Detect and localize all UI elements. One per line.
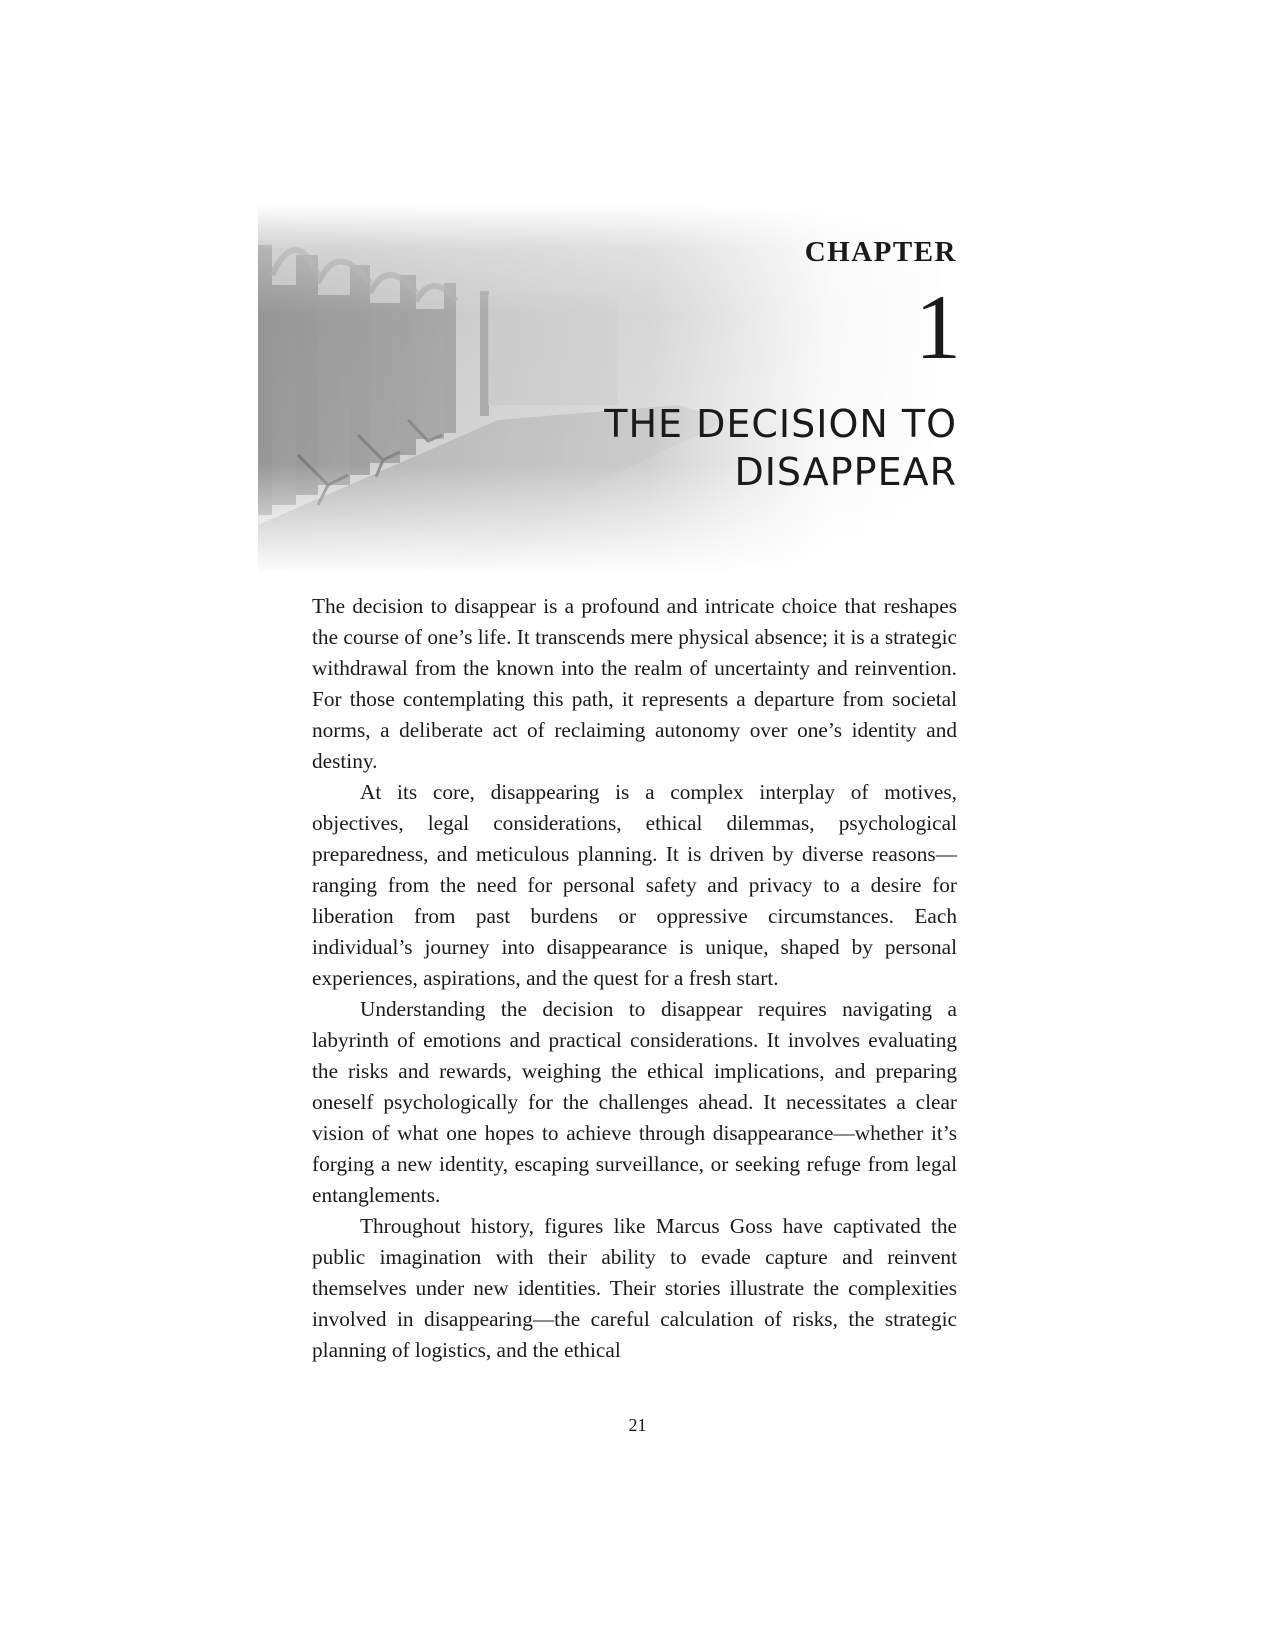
page-number: 21 [628, 1415, 647, 1435]
chapter-title-line-2: DISAPPEAR [734, 450, 957, 494]
chapter-heading [804, 236, 961, 378]
paragraph: Throughout history, figures like Marcus Goss have captivated the public imagination with their ability to evade capture and reinvent themselves under new identities. Their stories illustrate the complexities involved in disappearing—the careful calculation of risks, the strategic planning of logistics, and the ethical [312, 1214, 957, 1362]
chapter-number: 1 [915, 276, 961, 378]
chapter-title-line-1: THE DECISION TO [604, 402, 957, 446]
chapter-label: CHAPTER [804, 236, 957, 268]
paragraph: At its core, disappearing is a complex interplay of motives, objectives, legal considerations, ethical dilemmas, psychological preparedness, and meticulous planning. It is driven by diverse reasons—ranging from the need for personal safety and privacy to a desire for liberation from past burdens or oppressive circumstances. Each individual’s journey into disappearance is unique, shaped by personal experiences, aspirations, and the quest for a fresh start. [312, 780, 957, 990]
body-text [312, 591, 957, 1366]
chapter-title [497, 400, 957, 496]
paragraph: The decision to disappear is a profound and intricate choice that reshapes the course of one’s life. It transcends mere physical absence; it is a strategic withdrawal from the known into the realm of uncertainty and reinvention. For those contemplating this path, it represents a departure from societal norms, a deliberate act of reclaiming autonomy over one’s identity and destiny. [312, 594, 957, 773]
paragraph: Understanding the decision to disappear requires navigating a labyrinth of emotions and practical considerations. It involves evaluating the risks and rewards, weighing the ethical implications, and preparing oneself psychologically for the challenges ahead. It necessitates a clear vision of what one hopes to achieve through disappearance—whether it’s forging a new identity, escaping surveillance, or seeking refuge from legal entanglements. [312, 997, 957, 1207]
